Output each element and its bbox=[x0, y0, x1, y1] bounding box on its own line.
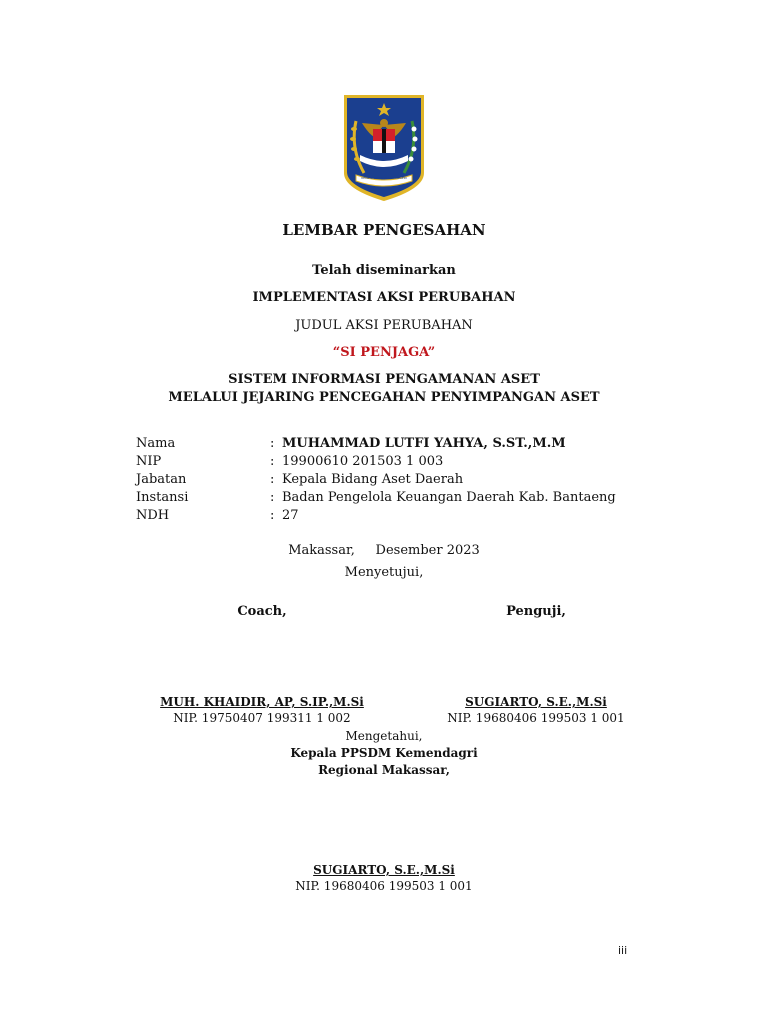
page-number: iii bbox=[618, 944, 628, 957]
kemendagri-emblem-icon bbox=[342, 93, 426, 203]
project-desc-line-2: MELALUI JEJARING PENCEGAHAN PENYIMPANGAN ASET bbox=[168, 390, 600, 405]
identity-label: Instansi bbox=[136, 490, 189, 505]
identity-colon: : bbox=[270, 490, 275, 505]
identity-label: Nama bbox=[136, 436, 176, 451]
examiner-nip: NIP. 19680406 199503 1 001 bbox=[447, 711, 625, 725]
acknowledged-label: Mengetahui, bbox=[345, 729, 423, 743]
identity-value: Badan Pengelola Keuangan Daerah Kab. Bantaeng bbox=[282, 490, 616, 505]
head-title-line-1: Kepala PPSDM Kemendagri bbox=[290, 746, 478, 760]
head-nip: NIP. 19680406 199503 1 001 bbox=[295, 879, 473, 893]
implementation-line: IMPLEMENTASI AKSI PERUBAHAN bbox=[252, 290, 516, 305]
head-title-line-2: Regional Makassar, bbox=[318, 763, 450, 777]
project-desc-line-1: SISTEM INFORMASI PENGAMANAN ASET bbox=[228, 372, 540, 387]
coach-label: Coach, bbox=[237, 604, 287, 619]
identity-label: Jabatan bbox=[136, 472, 187, 487]
identity-label: NIP bbox=[136, 454, 162, 469]
identity-value: 27 bbox=[282, 508, 299, 523]
examiner-name: SUGIARTO, S.E.,M.Si bbox=[465, 695, 607, 709]
identity-value: MUHAMMAD LUTFI YAHYA, S.ST.,M.M bbox=[282, 436, 566, 451]
seminar-line: Telah diseminarkan bbox=[312, 263, 456, 278]
page-title: LEMBAR PENGESAHAN bbox=[282, 221, 486, 239]
place-date: Makassar, Desember 2023 bbox=[288, 543, 480, 558]
identity-colon: : bbox=[270, 472, 275, 487]
examiner-label: Penguji, bbox=[506, 604, 566, 619]
subject-label: JUDUL AKSI PERUBAHAN bbox=[295, 318, 473, 333]
coach-nip: NIP. 19750407 199311 1 002 bbox=[173, 711, 351, 725]
identity-value: Kepala Bidang Aset Daerah bbox=[282, 472, 464, 487]
identity-colon: : bbox=[270, 508, 275, 523]
identity-label: NDH bbox=[136, 508, 170, 523]
identity-value: 19900610 201503 1 003 bbox=[282, 454, 444, 469]
head-name: SUGIARTO, S.E.,M.Si bbox=[313, 863, 455, 877]
identity-colon: : bbox=[270, 436, 275, 451]
emblem-ribbon-text: KEMENTERIAN DALAM NEGERI bbox=[361, 176, 407, 180]
identity-colon: : bbox=[270, 454, 275, 469]
approved-label: Menyetujui, bbox=[344, 565, 424, 580]
coach-name: MUH. KHAIDIR, AP, S.IP.,M.Si bbox=[160, 695, 364, 709]
project-name: “SI PENJAGA” bbox=[332, 345, 436, 360]
